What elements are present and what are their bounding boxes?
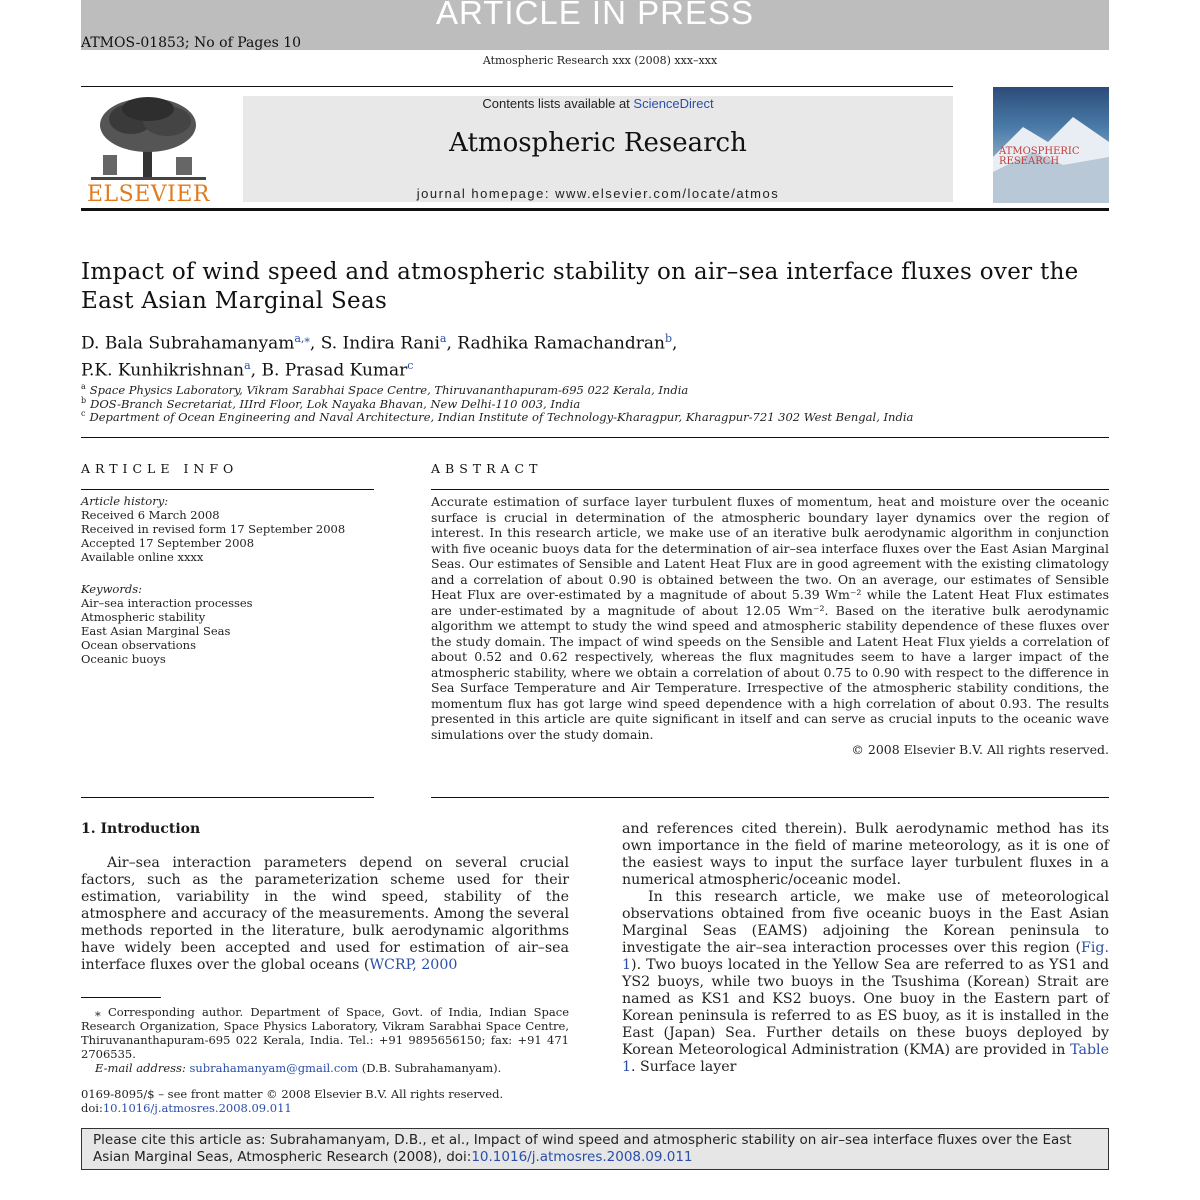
intro-right-text-c: . Surface layer: [631, 1059, 737, 1075]
doi-label: doi:: [81, 1101, 103, 1115]
keyword-item: East Asian Marginal Seas: [81, 624, 231, 638]
header-thick-rule: [81, 208, 1109, 211]
abstract-copyright: © 2008 Elsevier B.V. All rights reserved.: [851, 742, 1109, 757]
journal-title: Atmospheric Research: [449, 128, 747, 158]
history-item: Received 6 March 2008: [81, 508, 220, 522]
email-line: [95, 1061, 569, 1075]
abstract-text: Accurate estimation of surface layer turbulent fluxes of momentum, heat and moisture over the oceanic surface is crucial in determination of the atmospheric boundary layer dynamics over the region of interest. In this research article, we make use of an iterative bulk aerodynamic algorithm in conjunction with five oceanic buoys data for the determination of air–sea interface fluxes over the East Asian Marginal Seas. Our estimates of Sensible and Latent Heat Flux are in good agreement with the existing climatology and a correlation of about 0.90 is obtained between the two. On an average, our estimates of Sensible Heat Flux are over-estimated by a magnitude of about 5.39 Wm⁻² while the Latent Heat Flux estimates are under-estimated by a magnitude of about 12.05 Wm⁻². Based on the iterative bulk aerodynamic algorithm we attempt to study the wind speed and atmospheric stability dependence of these fluxes over the study domain. The impact of wind speeds on the Sensible and Latent Heat Flux yields a correlation of about 0.52 and 0.62 respectively, whereas the flux magnitudes seem to have a larger impact of the atmospheric stability, where we obtain a correlation of about 0.75 to 0.90 with respect to the difference in Sea Surface Temperature and Air Temperature. Irrespective of the atmospheric stability conditions, the momentum flux has got large wind speed dependence with a high correlation of about 0.93. The results presented in this article are quite significant in itself and can serve as crucial inputs to the oceanic wave simulations over the study domain.: [431, 494, 1109, 742]
author: B. Prasad Kumar: [261, 360, 408, 381]
abstract-heading: ABSTRACT: [431, 461, 543, 476]
author: P.K. Kunhikrishnan: [81, 360, 245, 381]
intro-right-paragraph-2: [622, 889, 1109, 1076]
article-info-heading: ARTICLE INFO: [81, 461, 239, 476]
keyword-item: Air–sea interaction processes: [81, 596, 253, 610]
contents-line: [243, 96, 953, 111]
article-title: Impact of wind speed and atmospheric stability on air–sea interface fluxes over the East Asian Marginal Seas: [81, 259, 1079, 314]
cite-this-article-text: [93, 1132, 1103, 1166]
affiliation-key: a: [81, 382, 86, 391]
author-affiliation-marker[interactable]: a,⁎: [294, 332, 310, 345]
contents-prefix: Contents lists available at: [482, 96, 634, 111]
fig-1-link[interactable]: Fig. 1: [622, 940, 1109, 973]
intro-right-paragraph-1: and references cited therein). Bulk aerodynamic method has its own importance in the field of marine meteorology, as it is one of the easiest ways to input the surface layer turbulent fluxes in a numerical atmospheric/oceanic model.: [622, 821, 1109, 888]
affiliation-a: [81, 382, 688, 397]
abstract-rule: [431, 489, 1109, 490]
keyword-item: Oceanic buoys: [81, 652, 166, 666]
keywords-label: Keywords:: [81, 582, 142, 596]
footnote-marker: ⁎: [95, 1005, 101, 1019]
author-affiliation-marker[interactable]: a: [244, 358, 251, 372]
sciencedirect-link[interactable]: ScienceDirect: [633, 96, 714, 111]
affiliation-key: c: [81, 409, 86, 418]
corresponding-author-footnote: [81, 1005, 569, 1061]
doi-link[interactable]: 10.1016/j.atmosres.2008.09.011: [102, 1101, 292, 1115]
article-history: [81, 494, 374, 564]
author-separator: ,: [672, 333, 678, 354]
intro-right-text-a: In this research article, we make use of meteorological observations obtained from five oceanic buoys in the East Asian Marginal Seas (EAMS) adjoining the Korean peninsula to investigate the air–sea interaction processes over this region (: [622, 889, 1109, 956]
table-1-link[interactable]: Table 1: [622, 1042, 1109, 1075]
elsevier-wordmark: ELSEVIER: [86, 182, 210, 207]
author-affiliation-marker[interactable]: c: [407, 358, 414, 372]
issn-line: 0169-8095/$ – see front matter © 2008 Elsevier B.V. All rights reserved.: [81, 1087, 504, 1101]
email-link[interactable]: subrahamanyam@gmail.com: [189, 1061, 359, 1075]
history-item: Accepted 17 September 2008: [81, 536, 255, 550]
author-separator: ,: [446, 333, 458, 354]
abstract-bottom-rule: [431, 797, 1109, 798]
author-separator: ,: [309, 333, 321, 354]
history-item: Available online xxxx: [81, 550, 204, 564]
author-affiliation-marker[interactable]: b: [664, 332, 673, 345]
journal-reference: Atmospheric Research xxx (2008) xxx–xxx: [482, 54, 718, 67]
history-item: Received in revised form 17 September 2008: [81, 522, 346, 536]
affiliation-c: [81, 409, 913, 424]
intro-left-column: [81, 855, 569, 974]
author-affiliation-marker[interactable]: a: [439, 332, 447, 345]
wcrp-citation-link[interactable]: WCRP, 2000: [369, 957, 458, 973]
header-rule: [81, 86, 953, 87]
homepage-label: journal homepage:: [416, 186, 556, 201]
email-suffix: (D.B. Subrahamanyam).: [358, 1061, 502, 1075]
document-id: ATMOS-01853; No of Pages 10: [81, 35, 302, 51]
keyword-item: Ocean observations: [81, 638, 196, 652]
author-list: [81, 328, 1111, 381]
homepage-url[interactable]: www.elsevier.com/locate/atmos: [555, 186, 780, 201]
affiliation-text: DOS-Branch Secretariat, IIIrd Floor, Lok Nayaka Bhavan, New Delhi-110 003, India: [90, 396, 581, 411]
affiliation-text: Department of Ocean Engineering and Naval Architecture, Indian Institute of Technology-Kharagpur, Kharagpur-721 302 West Bengal, India: [89, 409, 914, 424]
affiliation-key: b: [81, 396, 87, 405]
author: S. Indira Rani: [320, 333, 440, 354]
article-info-rule: [81, 489, 374, 490]
journal-cover-image: [993, 87, 1109, 203]
email-label: E-mail address:: [95, 1061, 190, 1075]
footnote-text: Corresponding author. Department of Space, Govt. of India, Indian Space Research Organization, Space Physics Laboratory, Vikram Sarabhai Space Centre, Thiruvananthapuram-695 022 Kerala, India. Tel.: +91 9895656150; fax: +91 471 2706535.: [81, 1005, 569, 1061]
author: D. Bala Subrahamanyam: [81, 333, 295, 354]
footnote-rule: [81, 997, 161, 998]
banner-text: ARTICLE IN PRESS: [436, 0, 754, 31]
keywords: [81, 582, 374, 666]
intro-left-text: Air–sea interaction parameters depend on several crucial factors, such as the parameterization scheme used for their estimation, variability in the wind speed, stability of the atmosphere and accuracy of the measurements. Among the several methods reported in the literature, bulk aerodynamic algorithms have widely been accepted and used for estimation of air–sea interface fluxes over the global oceans (: [81, 855, 569, 973]
keyword-item: Atmospheric stability: [81, 610, 206, 624]
abstract-body: [431, 494, 1109, 758]
affiliation-text: Space Physics Laboratory, Vikram Sarabhai Space Centre, Thiruvananthapuram-695 022 Kerala, India: [89, 382, 689, 397]
title-rule: [81, 437, 1109, 438]
cite-doi-link[interactable]: 10.1016/j.atmosres.2008.09.011: [471, 1149, 693, 1165]
history-label: Article history:: [81, 494, 169, 508]
author: Radhika Ramachandran: [457, 333, 665, 354]
cite-text: Please cite this article as: Subrahamanyam, D.B., et al., Impact of wind speed and atmospheric stability on air–sea interface fluxes over the East Asian Marginal Seas, Atmospheric Research (2008), doi:: [93, 1132, 1072, 1165]
journal-homepage: [243, 186, 953, 201]
article-info-bottom-rule: [81, 797, 374, 798]
intro-right-text-b: ). Two buoys located in the Yellow Sea are referred to as YS1 and YS2 buoys, while two buoys in the Tsushima (Korean) Strait are named as KS1 and KS2 buoys. One buoy in the Eastern part of Korean peninsula is referred to as ES buoy, as it is installed in the East (Japan) Sea. Further details on these buoys deployed by Korean Meteorological Administration (KMA) are provided in: [622, 957, 1109, 1058]
doi-line: [81, 1101, 292, 1115]
intro-right-column: [622, 821, 1109, 1076]
cover-title: ATMOSPHERIC RESEARCH: [999, 146, 1080, 167]
author-separator: ,: [250, 360, 262, 381]
intro-heading: 1. Introduction: [81, 821, 201, 837]
